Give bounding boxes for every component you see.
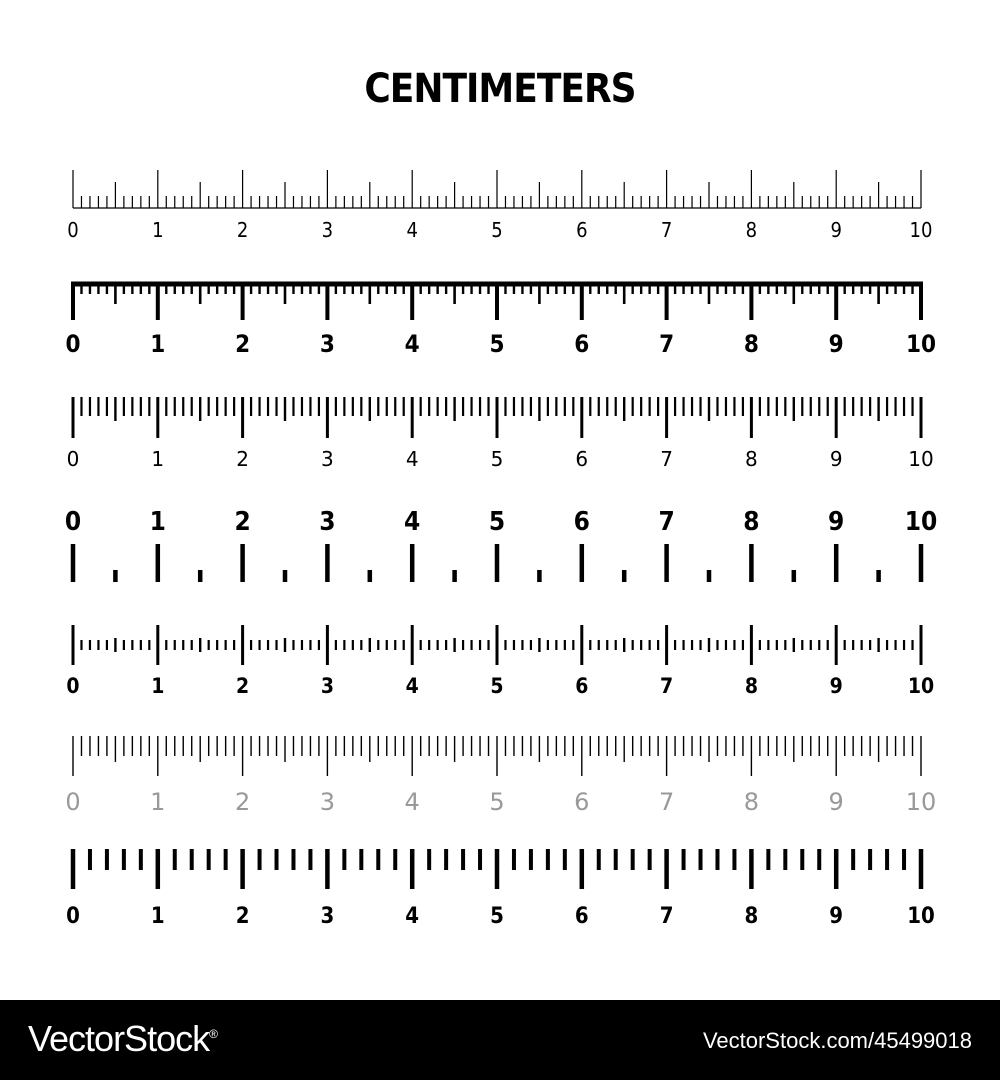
tick-label: 4 [405,674,419,698]
tick-label: 0 [64,507,82,537]
tick-label: 4 [405,904,420,929]
tick-label: 7 [659,904,674,929]
tick-label: 1 [151,447,165,471]
tick-label: 1 [152,218,164,242]
tick-label: 10 [905,788,937,816]
tick-label: 7 [660,447,673,471]
footer-bar [0,1000,1000,1080]
tick-label: 1 [151,674,165,698]
tick-label: 7 [659,330,675,358]
tick-label: 0 [65,788,81,816]
tick-label: 5 [490,904,504,929]
tick-label: 5 [489,788,505,816]
tick-label: 5 [491,218,503,242]
registered-mark: ® [209,1027,217,1041]
tick-label: 7 [658,788,675,816]
tick-label: 3 [319,330,335,358]
tick-label: 10 [905,330,937,358]
tick-label: 0 [65,330,81,358]
tick-label: 6 [574,904,589,929]
tick-label: 8 [745,447,758,471]
tick-label: 9 [829,904,844,929]
tick-label: 0 [66,447,80,471]
ruler-7 [66,849,935,929]
tick-label: 3 [320,674,334,698]
tick-label: 4 [404,507,421,537]
tick-label: 2 [236,218,249,242]
tick-label: 8 [744,904,759,929]
tick-label: 0 [67,218,79,242]
tick-label: 2 [236,674,250,698]
tick-label: 3 [321,218,334,242]
tick-label: 9 [828,507,845,537]
tick-label: 7 [660,218,673,242]
ruler-4 [65,507,937,582]
tick-label: 4 [404,330,420,358]
tick-label: 6 [573,507,590,537]
tick-label: 10 [907,674,935,698]
tick-label: 5 [489,330,505,358]
tick-label: 5 [490,674,504,698]
tick-label: 4 [405,447,419,471]
tick-label: 2 [235,904,250,929]
tick-label: 3 [319,788,336,816]
brand-logo [28,1018,217,1060]
tick-label: 1 [150,904,165,929]
tick-label: 1 [150,788,166,816]
tick-label: 3 [319,507,336,537]
ruler-2 [65,284,936,358]
tick-label: 6 [574,788,590,816]
tick-label: 0 [66,674,80,698]
tick-label: 9 [829,674,843,698]
tick-label: 5 [490,447,504,471]
tick-label: 9 [828,788,844,816]
tick-label: 5 [488,507,506,537]
brand-name: VectorStock [28,1018,210,1059]
ruler-6 [65,736,936,816]
tick-label: 7 [658,507,675,537]
tick-label: 8 [744,674,758,698]
tick-label: 6 [575,447,589,471]
tick-label: 8 [743,330,759,358]
tick-label: 9 [829,447,843,471]
tick-label: 8 [743,507,760,537]
tick-label: 4 [406,218,418,242]
tick-label: 1 [150,330,166,358]
tick-label: 10 [904,507,938,537]
page-title: CENTIMETERS [364,66,636,112]
ruler-3 [67,397,934,471]
tick-label: 3 [321,447,334,471]
tick-label: 9 [830,218,842,242]
tick-label: 0 [66,904,80,929]
tick-label: 6 [574,330,590,358]
tick-label: 4 [404,788,420,816]
tick-label: 1 [149,507,166,537]
tick-label: 2 [236,447,249,471]
tick-label: 10 [907,904,935,929]
tick-label: 3 [320,904,335,929]
stock-id: VectorStock.com/45499018 [702,1028,972,1053]
tick-label: 6 [575,674,589,698]
tick-label: 6 [576,218,588,242]
ruler-1 [67,170,932,242]
tick-label: 8 [745,218,758,242]
tick-label: 2 [234,507,251,537]
ruler-5 [66,625,934,698]
tick-label: 8 [743,788,760,816]
tick-label: 10 [909,218,933,242]
tick-label: 2 [235,330,251,358]
tick-label: 2 [234,788,251,816]
tick-label: 10 [908,447,934,471]
tick-label: 7 [660,674,674,698]
tick-label: 9 [828,330,844,358]
